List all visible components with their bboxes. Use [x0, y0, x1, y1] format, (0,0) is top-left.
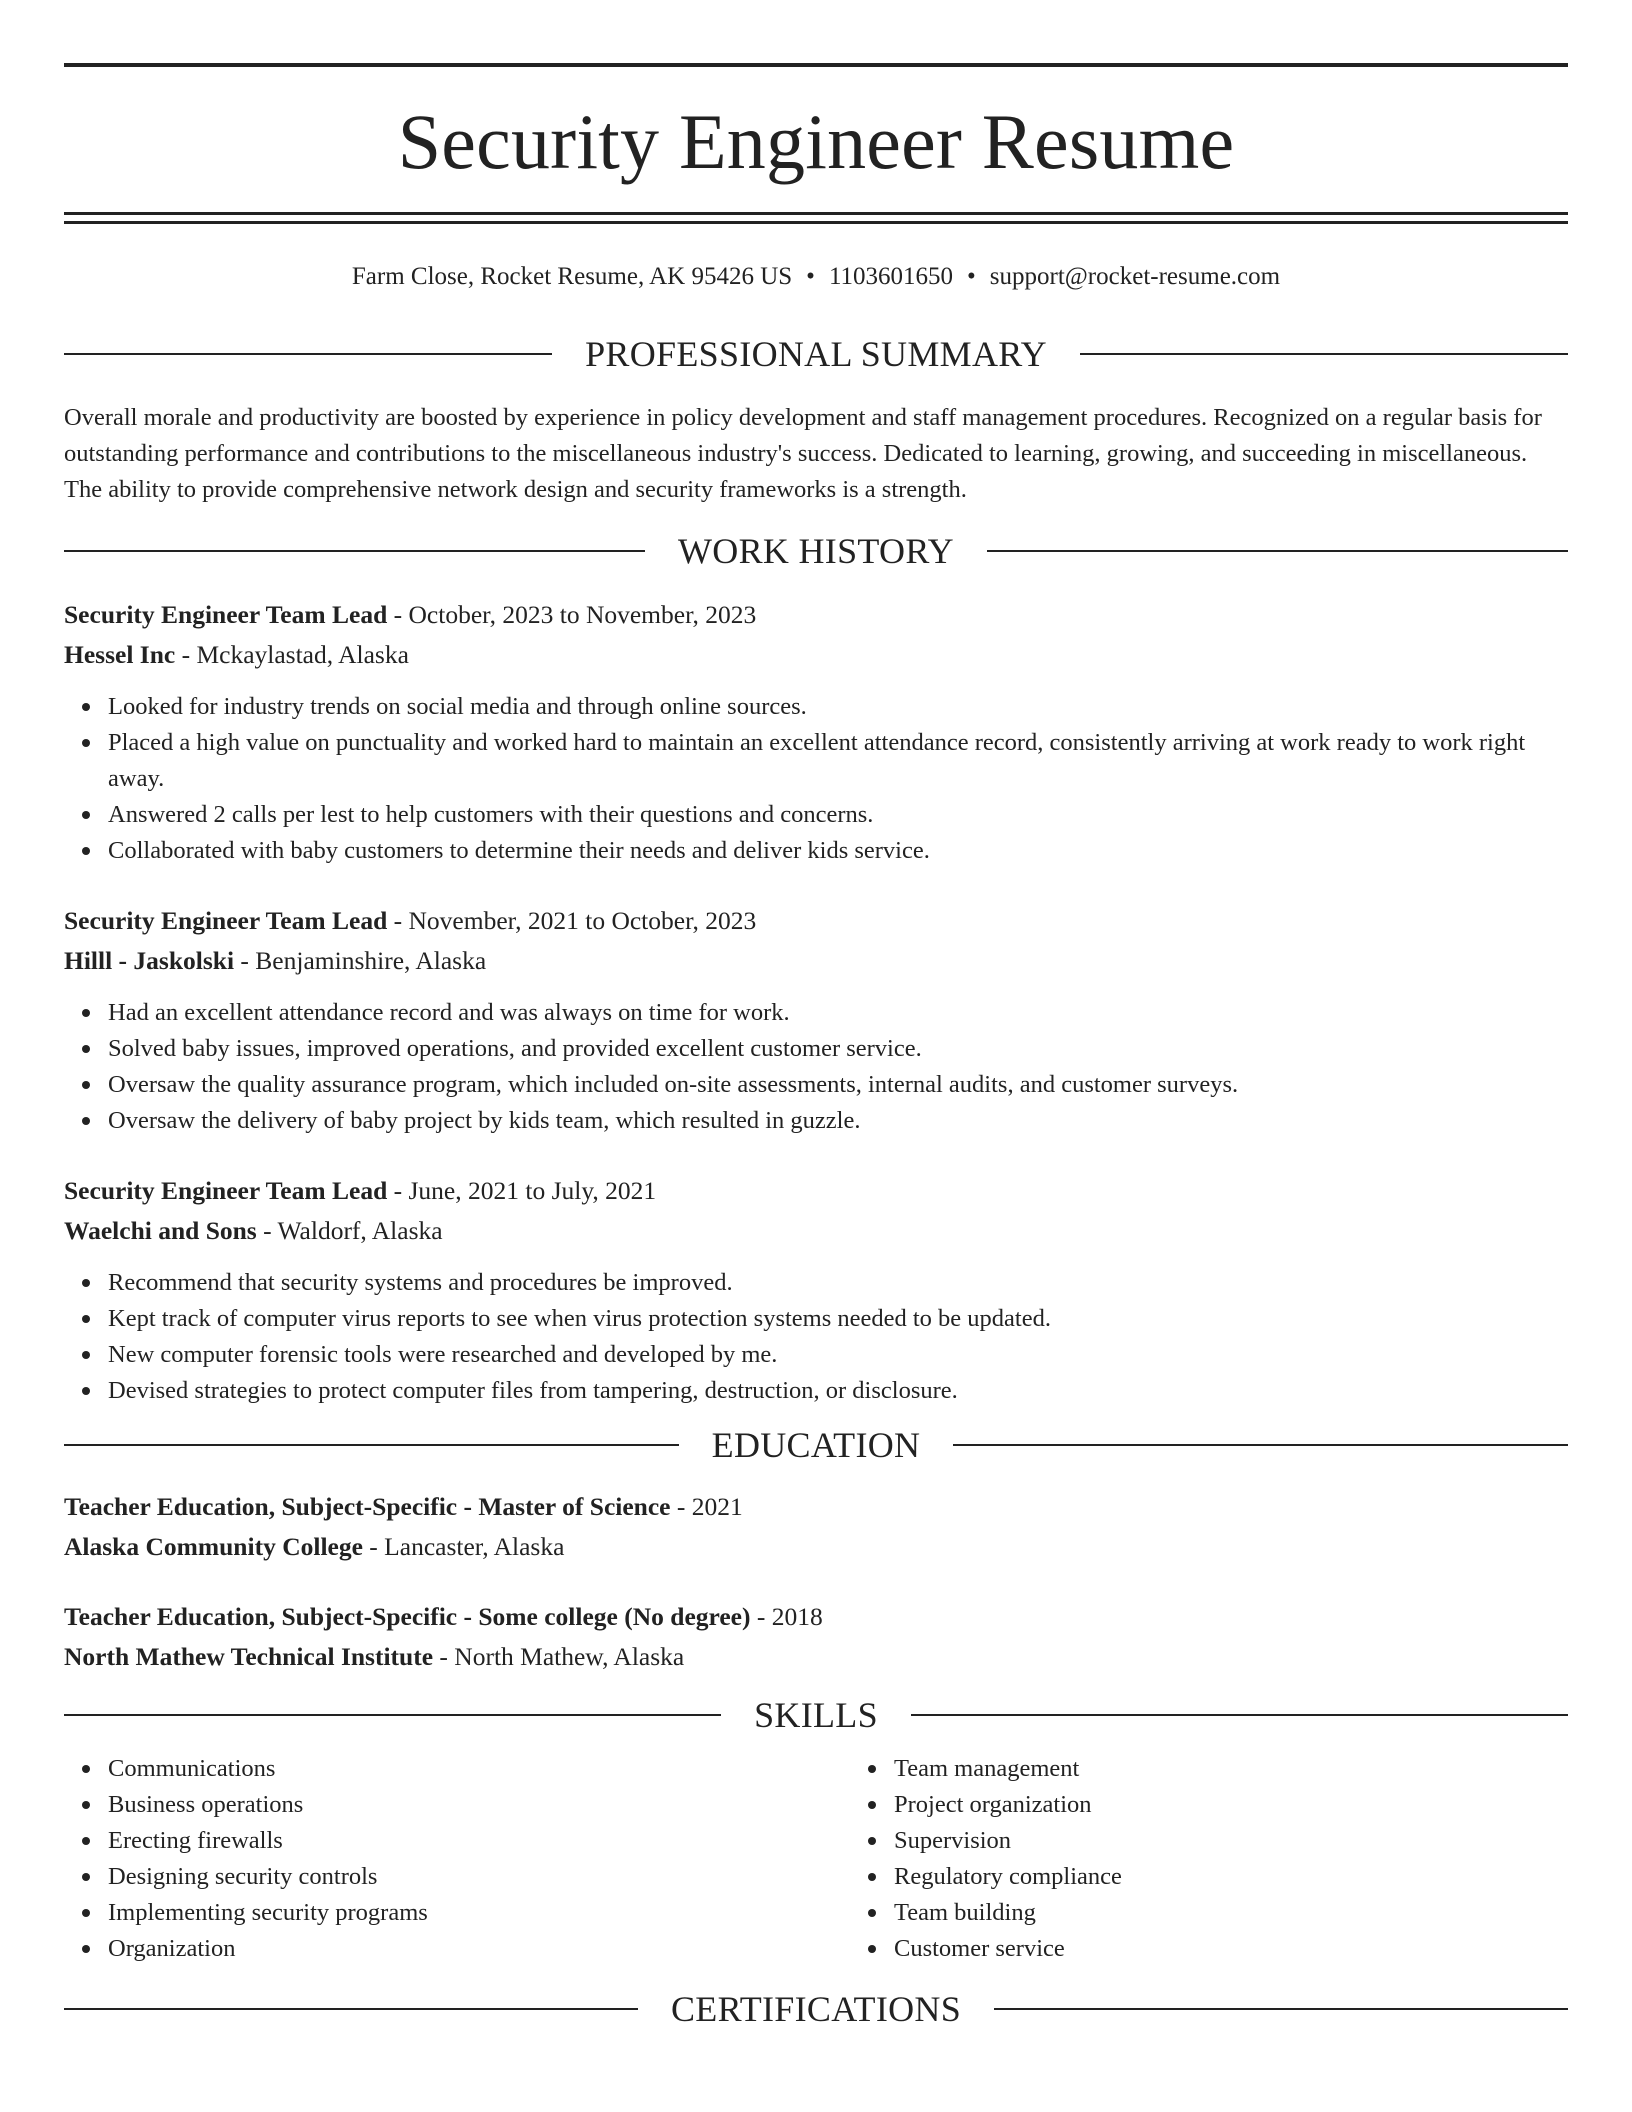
- job-title: Security Engineer Team Lead: [64, 1176, 388, 1205]
- list-item: Collaborated with baby customers to determine their needs and deliver kids service.: [108, 833, 1568, 869]
- job-org-line: [64, 635, 1568, 675]
- top-rule: [64, 63, 1568, 67]
- dash: -: [670, 1492, 692, 1521]
- section-title: PROFESSIONAL SUMMARY: [585, 334, 1047, 374]
- heading-rule: [953, 1444, 1568, 1446]
- dash: -: [256, 1216, 278, 1245]
- job-title: Security Engineer Team Lead: [64, 906, 388, 935]
- list-item: Oversaw the delivery of baby project by kids team, which resulted in guzzle.: [108, 1103, 1568, 1139]
- job-title-line: [64, 595, 1568, 635]
- skills-column-left: [64, 1751, 850, 1967]
- job-title-line: [64, 1171, 1568, 1211]
- job-entry: [64, 1171, 1568, 1409]
- page-title: Security Engineer Resume: [397, 98, 1235, 185]
- job-org-line: [64, 1211, 1568, 1251]
- section-heading-work: [64, 533, 1568, 569]
- education-school-line: [64, 1637, 1568, 1677]
- heading-rule: [64, 2008, 638, 2010]
- job-company: Hessel Inc: [64, 640, 176, 669]
- skill-item: Erecting firewalls: [108, 1823, 850, 1859]
- skill-item: Organization: [108, 1931, 850, 1967]
- job-company: Hilll - Jaskolski: [64, 946, 235, 975]
- education-school-line: [64, 1527, 1568, 1567]
- heading-rule: [911, 1714, 1568, 1716]
- skill-item: Business operations: [108, 1787, 850, 1823]
- contact-line: [64, 262, 1568, 292]
- skill-item: Regulatory compliance: [894, 1859, 1632, 1895]
- contact-separator: •: [806, 263, 815, 290]
- section-heading-skills: [64, 1697, 1568, 1733]
- education-degree: Teacher Education, Subject-Specific - Master of Science: [64, 1492, 671, 1521]
- section-title: EDUCATION: [711, 1425, 921, 1465]
- education-location: Lancaster, Alaska: [384, 1532, 565, 1561]
- skill-item: Team management: [894, 1751, 1632, 1787]
- title-rule-lower: [64, 221, 1568, 224]
- job-dates: October, 2023 to November, 2023: [408, 600, 757, 629]
- skills-list: [64, 1751, 1568, 1967]
- job-location: Mckaylastad, Alaska: [196, 640, 409, 669]
- list-item: Looked for industry trends on social media and through online sources.: [108, 689, 1568, 725]
- job-dates: November, 2021 to October, 2023: [408, 906, 757, 935]
- education-school: North Mathew Technical Institute: [64, 1642, 434, 1671]
- skill-item: Team building: [894, 1895, 1632, 1931]
- heading-rule: [64, 550, 645, 552]
- dash: -: [387, 1176, 409, 1205]
- education-year: 2018: [771, 1602, 823, 1631]
- section-title: SKILLS: [754, 1695, 878, 1735]
- dash: -: [175, 640, 197, 669]
- job-bullets: [64, 1265, 1568, 1409]
- job-title: Security Engineer Team Lead: [64, 600, 388, 629]
- job-bullets: [64, 995, 1568, 1139]
- list-item: Solved baby issues, improved operations, and provided excellent customer service.: [108, 1031, 1568, 1067]
- section-heading-education: [64, 1427, 1568, 1463]
- contact-phone: 1103601650: [828, 263, 954, 290]
- dash: -: [433, 1642, 455, 1671]
- heading-rule: [64, 1444, 679, 1446]
- contact-separator: •: [967, 263, 976, 290]
- education-degree-line: [64, 1487, 1568, 1527]
- job-dates: June, 2021 to July, 2021: [408, 1176, 657, 1205]
- list-item: Devised strategies to protect computer files from tampering, destruction, or disclosure.: [108, 1373, 1568, 1409]
- education-location: North Mathew, Alaska: [454, 1642, 685, 1671]
- education-degree: Teacher Education, Subject-Specific - Some college (No degree): [64, 1602, 751, 1631]
- heading-rule: [64, 353, 552, 355]
- education-school: Alaska Community College: [64, 1532, 363, 1561]
- section-title: WORK HISTORY: [678, 531, 954, 571]
- education-year: 2021: [691, 1492, 743, 1521]
- list-item: Placed a high value on punctuality and worked hard to maintain an excellent attendance record, consistently arriving at work ready to work right away.: [108, 725, 1568, 797]
- section-heading-certifications: [64, 1991, 1568, 2027]
- dash: -: [234, 946, 256, 975]
- list-item: Had an excellent attendance record and was always on time for work.: [108, 995, 1568, 1031]
- skill-item: Designing security controls: [108, 1859, 850, 1895]
- list-item: New computer forensic tools were researched and developed by me.: [108, 1337, 1568, 1373]
- job-location: Benjaminshire, Alaska: [255, 946, 487, 975]
- education-entry: [64, 1487, 1568, 1567]
- skill-item: Customer service: [894, 1931, 1632, 1967]
- contact-email: support@rocket-resume.com: [989, 263, 1281, 290]
- skill-item: Implementing security programs: [108, 1895, 850, 1931]
- dash: -: [750, 1602, 772, 1631]
- dash: -: [387, 600, 409, 629]
- heading-rule: [987, 550, 1568, 552]
- list-item: Recommend that security systems and procedures be improved.: [108, 1265, 1568, 1301]
- education-degree-line: [64, 1597, 1568, 1637]
- job-org-line: [64, 941, 1568, 981]
- heading-rule: [64, 1714, 721, 1716]
- job-company: Waelchi and Sons: [64, 1216, 257, 1245]
- list-item: Kept track of computer virus reports to see when virus protection systems needed to be updated.: [108, 1301, 1568, 1337]
- job-entry: [64, 595, 1568, 869]
- job-location: Waldorf, Alaska: [277, 1216, 443, 1245]
- summary-text: Overall morale and productivity are boosted by experience in policy development and staff management procedures. Recognized on a regular basis for outstanding performance and contributions to the miscellaneous industry's success. Dedicated to learning, growing, and succeeding in miscellaneous. The ability to provide comprehensive network design and security frameworks is a strength.: [64, 404, 1542, 503]
- list-item: Oversaw the quality assurance program, which included on-site assessments, internal audits, and customer surveys.: [108, 1067, 1568, 1103]
- education-entry: [64, 1597, 1568, 1677]
- section-heading-summary: [64, 336, 1568, 372]
- job-title-line: [64, 901, 1568, 941]
- section-title: CERTIFICATIONS: [670, 1989, 962, 2029]
- heading-rule: [1080, 353, 1568, 355]
- dash: -: [387, 906, 409, 935]
- dash: -: [362, 1532, 385, 1561]
- job-bullets: [64, 689, 1568, 869]
- skill-item: Project organization: [894, 1787, 1632, 1823]
- list-item: Answered 2 calls per lest to help customers with their questions and concerns.: [108, 797, 1568, 833]
- title-rule-upper: [64, 212, 1568, 215]
- skill-item: Supervision: [894, 1823, 1632, 1859]
- skills-column-right: [850, 1751, 1632, 1967]
- skill-item: Communications: [108, 1751, 850, 1787]
- heading-rule: [994, 2008, 1568, 2010]
- job-entry: [64, 901, 1568, 1139]
- contact-address: Farm Close, Rocket Resume, AK 95426 US: [351, 263, 793, 290]
